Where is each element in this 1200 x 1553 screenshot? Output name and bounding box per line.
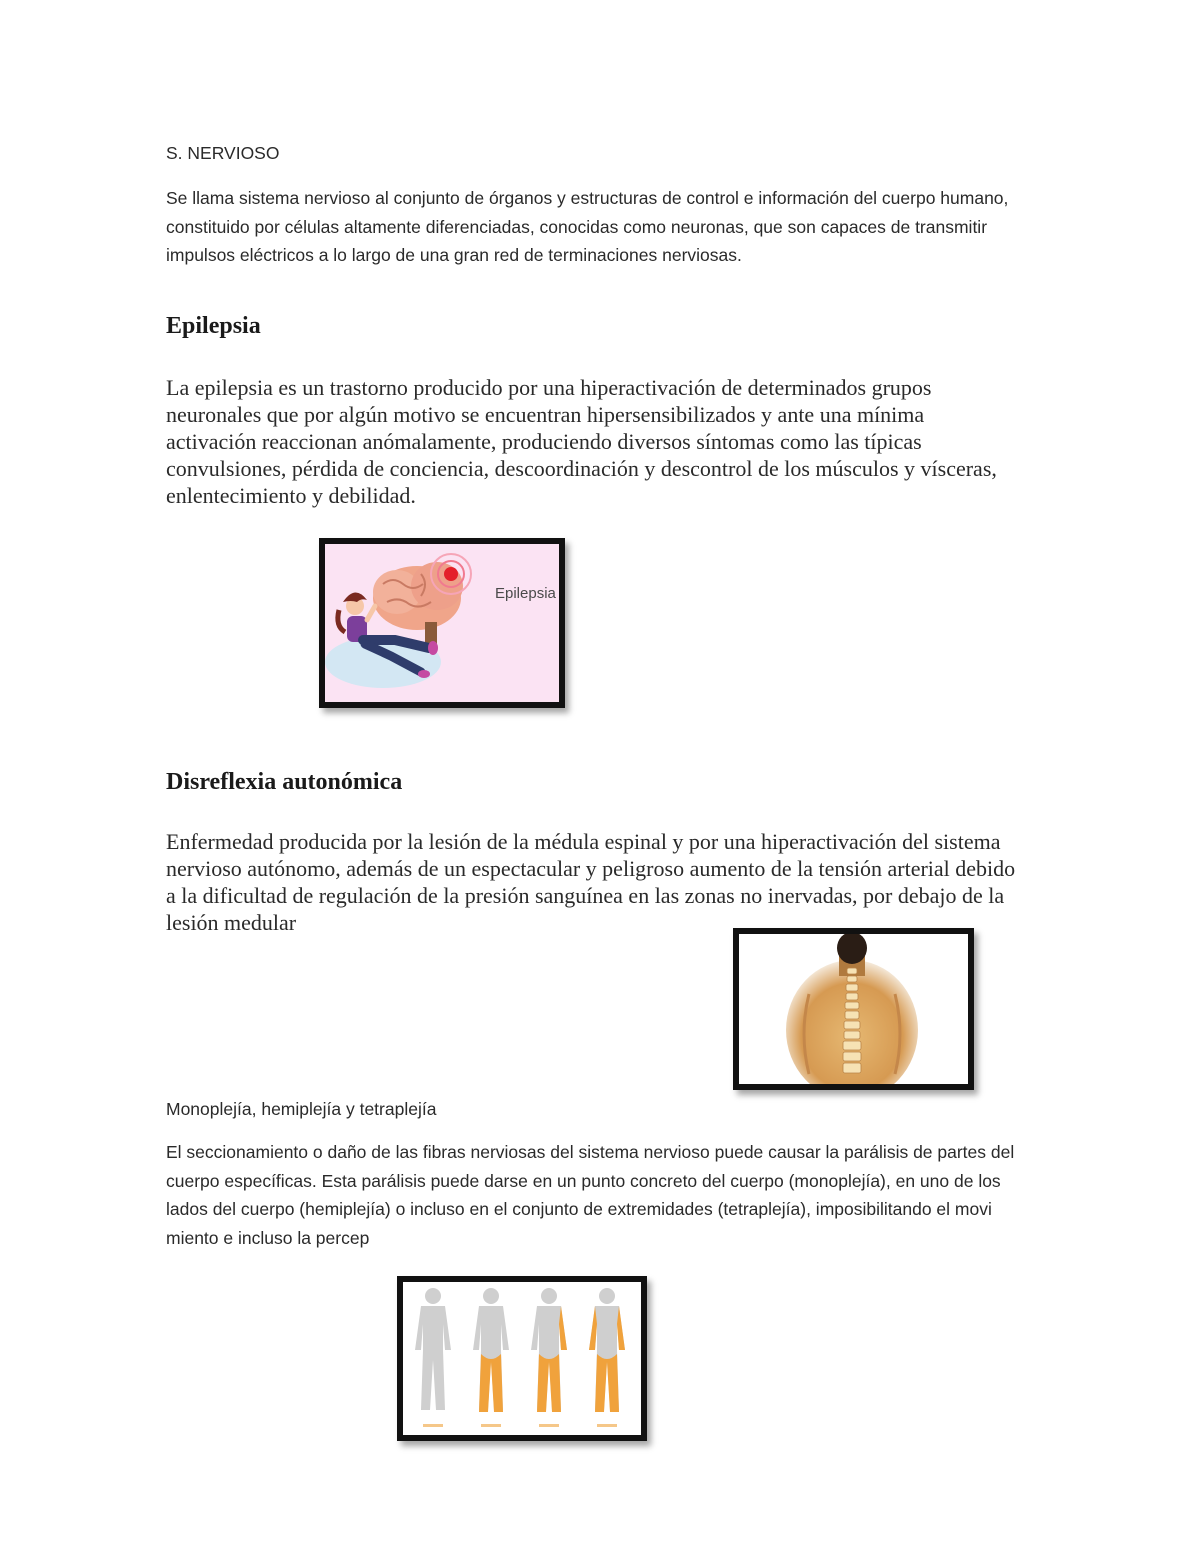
disreflexia-paragraph: Enfermedad producida por la lesión de la médula espinal y por una hiperactivación del sistema nervioso autónomo, además de un espectacular y peligroso aumento de la tensión arterial debido a la dificultad de regulación de la presión sanguínea en las zonas no inervadas, por debajo de la lesión medular	[166, 829, 1016, 935]
epilepsia-illustration	[325, 544, 559, 702]
epilepsia-image	[319, 538, 565, 708]
paralysis-image	[397, 1276, 647, 1441]
spine-image	[733, 928, 974, 1090]
intro-title: S. NERVIOSO	[166, 143, 280, 163]
plejias-title: Monoplejía, hemiplejía y tetraplejía	[166, 1099, 437, 1119]
epilepsia-heading: Epilepsia	[166, 313, 261, 339]
intro-paragraph: Se llama sistema nervioso al conjunto de órganos y estructuras de control e información del cuerpo humano, constituido por células altamente diferenciadas, conocidas como neuronas, que son capaces de transmitir impulsos eléctricos a lo largo de una gran red de terminaciones nerviosas.	[166, 188, 1009, 265]
disreflexia-heading: Disreflexia autonómica	[166, 769, 403, 795]
plejias-paragraph: El seccionamiento o daño de las fibras nerviosas del sistema nervioso puede causar la parálisis de partes del cuerpo específicas. Esta parálisis puede darse en un punto concreto del cuerpo (monoplejía), en uno de los lados del cuerpo (hemiplejía) o incluso en el conjunto de extremidades (tetraplejía), imposibilitando el movi miento e incluso la percep	[166, 1142, 1015, 1248]
paralysis-illustration	[403, 1282, 641, 1435]
epilepsia-paragraph: La epilepsia es un trastorno producido por una hiperactivación de determinados grupos neuronales que por algún motivo se encuentran hipersensibilizados y ante una mínima activación reaccionan anómalamente, produciendo diversos síntomas como las típicas convulsiones, pérdida de conciencia, descoordinación y descontrol de los músculos y vísceras, enlentecimiento y debilidad.	[166, 375, 997, 508]
spine-illustration	[739, 934, 968, 1084]
epilepsia-image-label: Epilepsia	[495, 585, 556, 602]
